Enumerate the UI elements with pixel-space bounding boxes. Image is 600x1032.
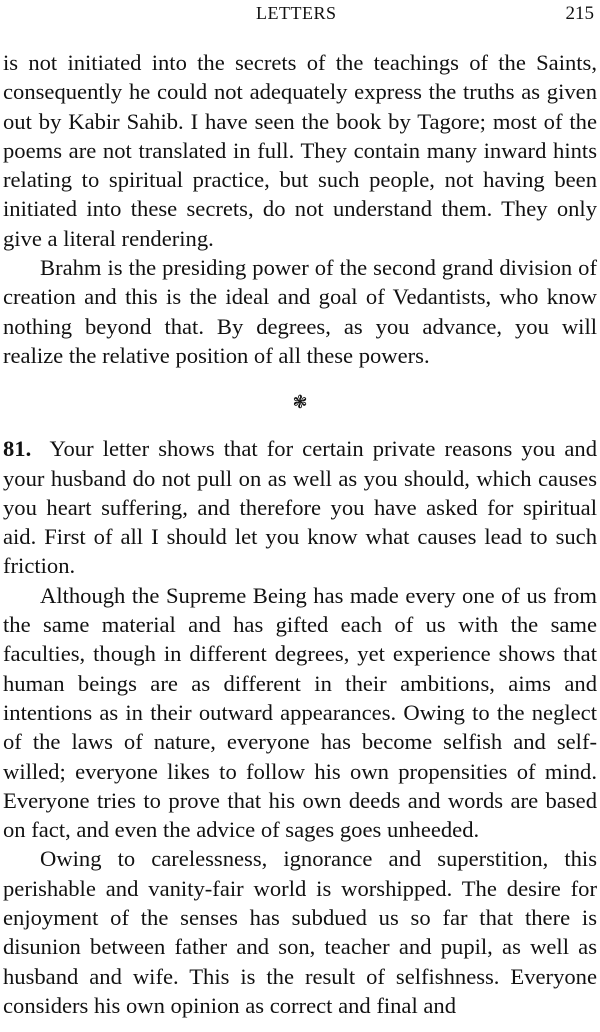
running-head: LETTERS [256,3,337,23]
body-text [3,48,597,1020]
letter-number: 81. [3,436,32,462]
paragraph-continued: is not initiated into the secrets of the teachings of the Saints, consequently he could not adequately express the truths as given out by Kabir Sahib. I have seen the book by Tagore; most of the poems are not translated in full. They contain many inward hints relating to spiritual practice, but such people, not having been initiated into these secrets, do not understand them. They only give a literal rendering. [3,50,597,251]
paragraph-supreme-being: Although the Supreme Being has made every one of us from the same material and has gifted each of us with the same faculties, though in different degrees, yet experience shows that human beings are as different in their ambitions, aims and intentions as in their outward appearances. Owing to the neglect of the laws of nature, everyone has become selfish and self-willed; everyone likes to follow his own propensities of mind. Everyone tries to prove that his own deeds and words are based on fact, and even the advice of sages goes unheeded. [3,582,597,843]
section-ornament: ❃ [292,392,308,413]
page-number: 215 [565,3,594,24]
paragraph-carelessness: Owing to carelessness, ignorance and superstition, this perishable and vanity-fair world is worshipped. The desire for enjoyment of the senses has subdued us so far that there is disunion between father and son, teacher and pupil, as well as husband and wife. This is the result of selfishness. Everyone considers his own opinion as correct and final and [3,846,597,1018]
letter-81-opening [3,434,597,580]
letter-opening-text: Your letter shows that for certain private reasons you and your husband do not pull on as well as you should, which causes you heart suffering, and therefore you have asked for spiritual aid. First of all I should let you know what causes lead to such friction. [3,436,598,579]
page-header [0,0,600,34]
paragraph-brahm: Brahm is the presiding power of the second grand division of creation and this is the ideal and goal of Vedantists, who know nothing beyond that. By degrees, as you advance, you will realize the relative position of all these powers. [3,255,597,368]
